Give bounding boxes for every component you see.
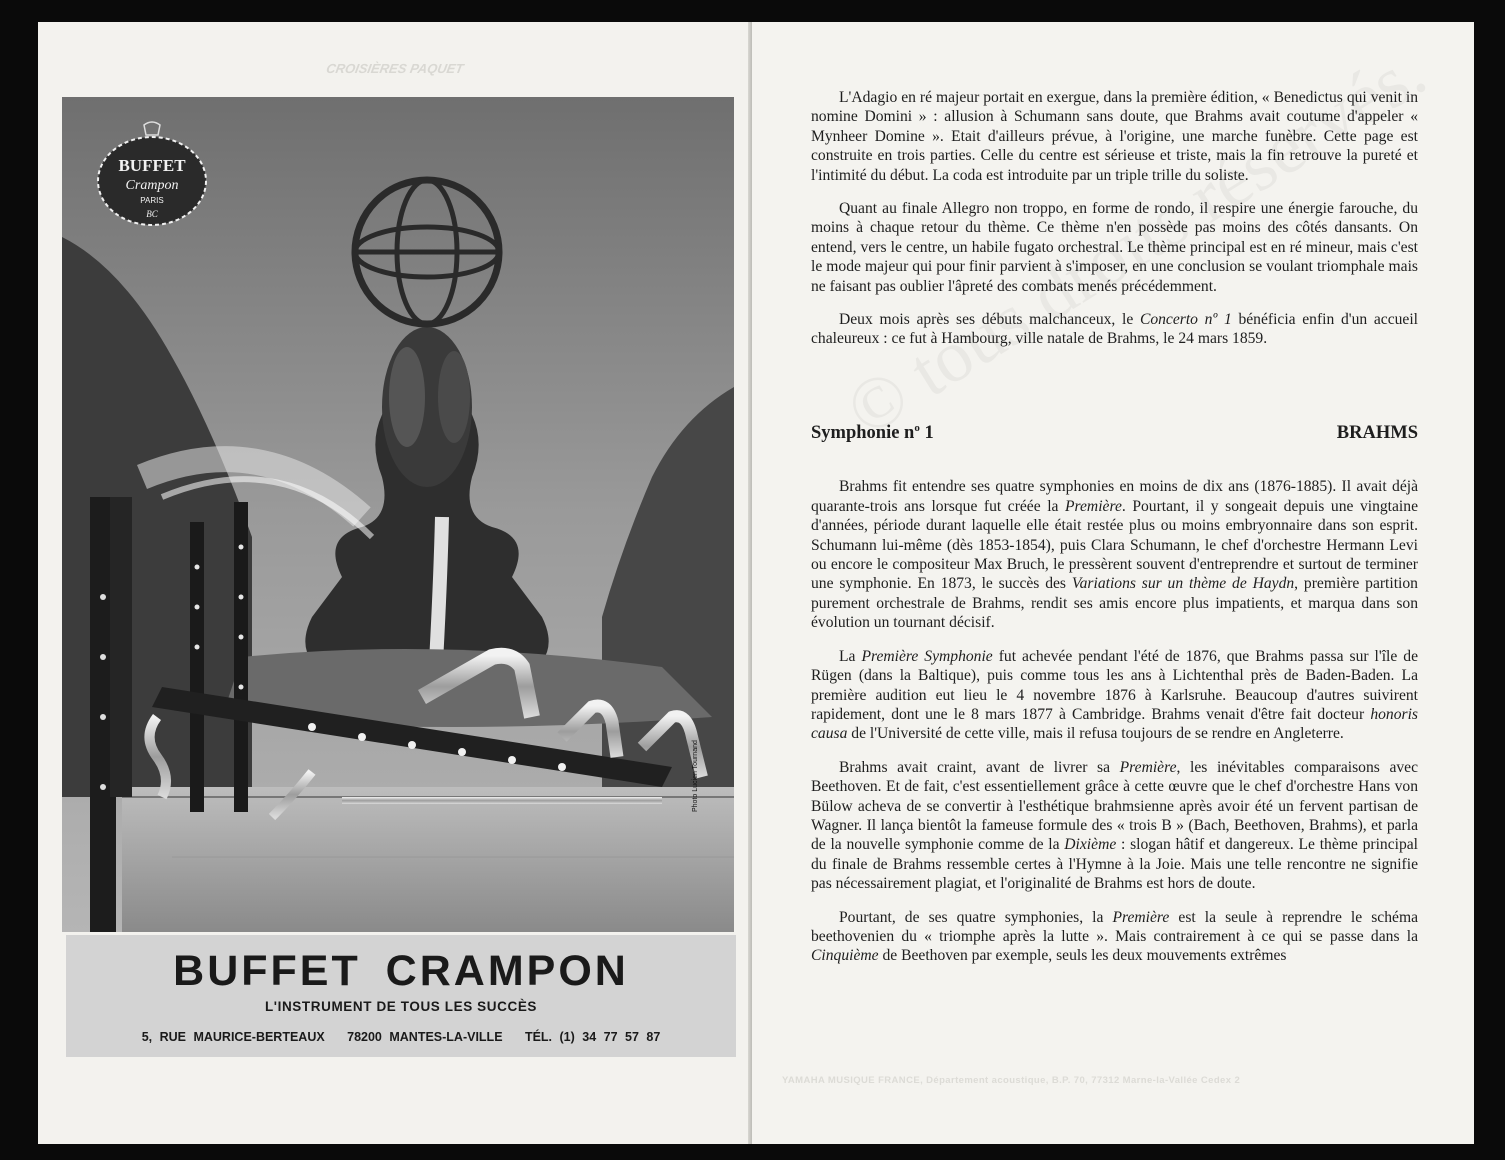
text-column — [811, 88, 1418, 980]
paragraph-text: L'Adagio en ré majeur portait en exergue, dans la première édition, « Benedictus qui venit in nomine Domini » : allusion à Schumann sans doute, que Brahms avait coutume d'appeler « Mynheer Domine ». Etait d'ailleurs prévue, à l'origine, une marche funèbre. Cette page est construite en trois parties. Celle du centre est sérieuse et triste, mais la fin retrouve la pureté et l'intimité du début. La coda est introduite par un triple trille du soliste. — [811, 89, 1418, 184]
paragraphs-after-heading — [811, 477, 1418, 965]
right-page-text — [752, 22, 1474, 1144]
section-title-sup: o — [914, 421, 920, 434]
paragraph-text: : slogan hâtif et dangereux. Le thème principal du finale de Brahms ressemble certes à l'Hymne à la Joie. Mais une telle rencontre ne signifie pas nécessairement plagiat, et l'originalité de Brahms est hors de doute. — [811, 836, 1419, 893]
italic-title: honoris causa — [811, 705, 1418, 743]
paragraph-text: de Beethoven par exemple, seuls les deux mouvements extrêmes — [878, 947, 1287, 965]
paragraph-text: Brahms fit entendre ses quatre symphonies en moins de dix ans (1876-1885). Il avait déjà quarante-trois ans lorsque fut créée la — [811, 478, 1418, 515]
italic-title: Première — [1112, 908, 1170, 926]
italic-title: Cinquième — [811, 947, 879, 965]
advert-tagline: L'INSTRUMENT DE TOUS LES SUCCÈS — [264, 999, 538, 1014]
body-paragraph — [811, 908, 1418, 966]
italic-title: Dixième — [1064, 836, 1117, 854]
paragraph-text: , les inévitables comparaisons avec Beethoven. Et de fait, c'est essentiellement grâce à cette œuvre que le chef d'orchestre Hans von Bülow acheva de se convertir à l'esthétique brahmsienne après avoir été un fervent partisan de Wagner. Il lança bientôt la fameuse formule des « trois B » (Bach, Beethoven, Brahms), et parla de la nouvelle symphonie comme de la — [811, 758, 1419, 854]
badge-brand-line1: BUFFET — [118, 156, 186, 175]
badge-brand-line2: Crampon — [125, 178, 179, 193]
paragraph-text: La — [839, 647, 862, 665]
body-paragraph — [811, 310, 1418, 349]
paragraph-text: fut achevée pendant l'été de 1876, que Brahms passa sur l'île de Rügen (dans la Baltique), puis comme tous les ans à Lichtenthal près de Baden-Baden. La première audition eut lieu le 4 novembre 1876 à Karlsruhe. Beaucoup d'autres suivirent rapidement, dont une le 8 mars 1877 à Cambridge. Brahms venait d'être fait docteur — [811, 647, 1418, 723]
advert-brand: BUFFET CRAMPON — [173, 947, 629, 995]
section-title-number: 1 — [919, 423, 934, 444]
paragraph-text: Pourtant, de ses quatre symphonies, la — [839, 908, 1113, 926]
body-paragraph — [811, 477, 1418, 632]
italic-title: Concerto nº 1 — [1139, 311, 1232, 329]
paragraph-text: est la seule à reprendre le schéma beethovenien du « triomphe après la lutte ». Mais contrairement à ce qui se passe dans la — [811, 908, 1419, 945]
section-title-text: Symphonie n — [811, 423, 915, 444]
badge-city: PARIS — [140, 196, 164, 205]
body-paragraph — [811, 88, 1418, 185]
left-page-advert — [38, 22, 752, 1144]
body-paragraph — [811, 647, 1418, 744]
paragraphs-before-heading — [811, 88, 1418, 349]
paragraph-text: , première partition purement orchestrale de Brahms, rendit ses amis encore plus impatients, et marqua dans son évolution un tournant décisif. — [811, 575, 1418, 632]
advert-photo — [62, 97, 734, 932]
advert-address: 5, RUE MAURICE-BERTEAUX 78200 MANTES-LA-VILLE TÉL. (1) 34 77 57 87 — [141, 1030, 661, 1044]
advert-text-box — [66, 935, 736, 1057]
photo-credit: Photo Lucien Tournand — [692, 740, 699, 812]
italic-title: Première Symphonie — [861, 647, 993, 665]
show-through-logo: CROISIÈRES PAQUET — [325, 61, 465, 76]
body-paragraph — [811, 199, 1418, 296]
body-paragraph — [811, 758, 1418, 894]
paragraph-text: bénéficia enfin d'un accueil chaleureux : ce fut à Hambourg, ville natale de Brahms, le 24 mars 1859. — [811, 311, 1418, 348]
italic-title: Première — [1065, 497, 1122, 515]
section-composer: BRAHMS — [1336, 423, 1418, 444]
italic-title: Variations sur un thème de Haydn — [1071, 575, 1295, 593]
paragraph-text: . Pourtant, il y songeait depuis une vingtaine d'années, période durant laquelle elle était restée plus ou moins embryonnaire dans son esprit. Schumann lui-même (dès 1853-1854), puis Clara Schumann, le chef d'orchestre Hermann Levi ou encore le compositeur Max Bruch, le pressèrent souvent d'entreprendre et surtout de terminer une symphonie. En 1873, le succès des — [811, 497, 1418, 593]
section-heading — [811, 419, 1418, 444]
paragraph-text: Deux mois après ses débuts malchanceux, le — [839, 311, 1140, 329]
paragraph-text: Brahms avait craint, avant de livrer sa — [839, 758, 1120, 776]
section-title — [811, 419, 934, 444]
badge-monogram: BC — [146, 209, 158, 219]
paragraph-text: de l'Université de cette ville, mais il refusa toujours de se rendre en Angleterre. — [847, 725, 1344, 743]
italic-title: Première — [1119, 758, 1177, 776]
show-through-footer: YAMAHA MUSIQUE FRANCE, Département acoustique, B.P. 70, 77312 Marne-la-Vallée Cedex 2 — [782, 1075, 1241, 1086]
paragraph-text: Quant au finale Allegro non troppo, en forme de rondo, il respire une énergie farouche, du moins à chaque retour du thème. Ce thème n'en possède pas moins des côtés dansants. On entend, vers le centre, un habile fugato orchestral. Le thème principal est en ré mineur, mais c'est le mode majeur qui pour finir parvient à s'imposer, en une conclusion se voulant triomphale mais ne faisant pas oublier l'âpreté des combats menés précédemment. — [811, 200, 1418, 295]
buffet-crampon-badge-logo — [92, 119, 212, 229]
